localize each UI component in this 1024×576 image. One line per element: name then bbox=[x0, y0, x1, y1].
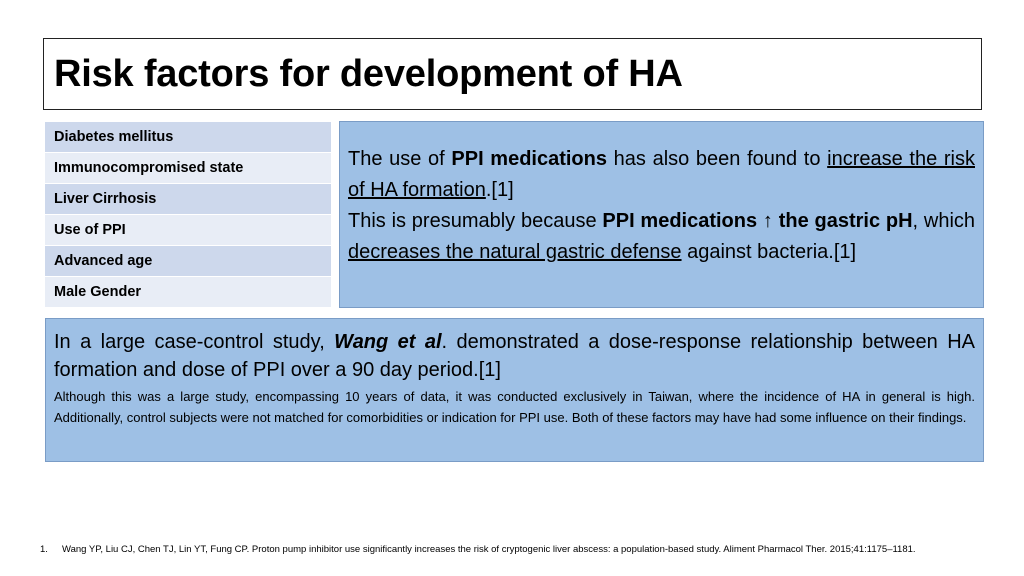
study-limitations: Although this was a large study, encompassing 10 years of data, it was conducted exclusively in Taiwan, where the incidence of HA in general is high. Additionally, control subjects were not matched for comorbidities or indication for PPI use. Both of these factors may have had some influence on their findings. bbox=[54, 389, 975, 425]
text-run: against bacteria.[1] bbox=[681, 241, 857, 263]
title-box bbox=[43, 38, 982, 110]
text-run: . demonstrated a dose-response relationship between HA formation and dose of PPI over a 90 day period.[1] bbox=[54, 331, 975, 381]
risk-factor-item: Immunocompromised state bbox=[45, 153, 331, 184]
text-run: .[1] bbox=[485, 179, 514, 201]
study-box bbox=[45, 318, 984, 462]
risk-factor-item: Advanced age bbox=[45, 246, 331, 277]
ppi-paragraph-2 bbox=[348, 206, 975, 268]
text-run: has also been found to bbox=[607, 148, 828, 170]
risk-factor-item: Diabetes mellitus bbox=[45, 122, 331, 153]
footnote-text: Wang YP, Liu CJ, Chen TJ, Lin YT, Fung CP. Proton pump inhibitor use significantly increases the risk of cryptogenic liver abscess: a population-based study. Aliment Pharmacol Ther. 2015;41:1175–1181. bbox=[62, 544, 916, 555]
author-name: Wang et al bbox=[334, 331, 442, 353]
text-run: This is presumably because bbox=[348, 210, 603, 232]
text-run: The use of bbox=[348, 148, 452, 170]
risk-factor-item: Male Gender bbox=[45, 277, 331, 308]
risk-factor-item: Liver Cirrhosis bbox=[45, 184, 331, 215]
underlined-text: increase the risk of HA formation bbox=[348, 148, 975, 201]
study-summary bbox=[54, 328, 975, 384]
footnote-number: 1. bbox=[40, 544, 48, 555]
risk-factor-item: Use of PPI bbox=[45, 215, 331, 246]
ppi-explanation-box bbox=[339, 121, 984, 308]
underlined-text: decreases the natural gastric defense bbox=[348, 241, 682, 263]
text-run: , which bbox=[912, 210, 976, 232]
text-run: In a large case-control study, bbox=[54, 331, 335, 353]
risk-factor-list bbox=[45, 122, 331, 308]
ppi-paragraph-1 bbox=[348, 144, 975, 206]
reference-footnote bbox=[40, 544, 1000, 555]
slide-title: Risk factors for development of HA bbox=[54, 52, 683, 95]
bold-text: PPI medications ↑ the gastric pH bbox=[602, 210, 913, 232]
bold-text: PPI medications bbox=[451, 148, 607, 170]
